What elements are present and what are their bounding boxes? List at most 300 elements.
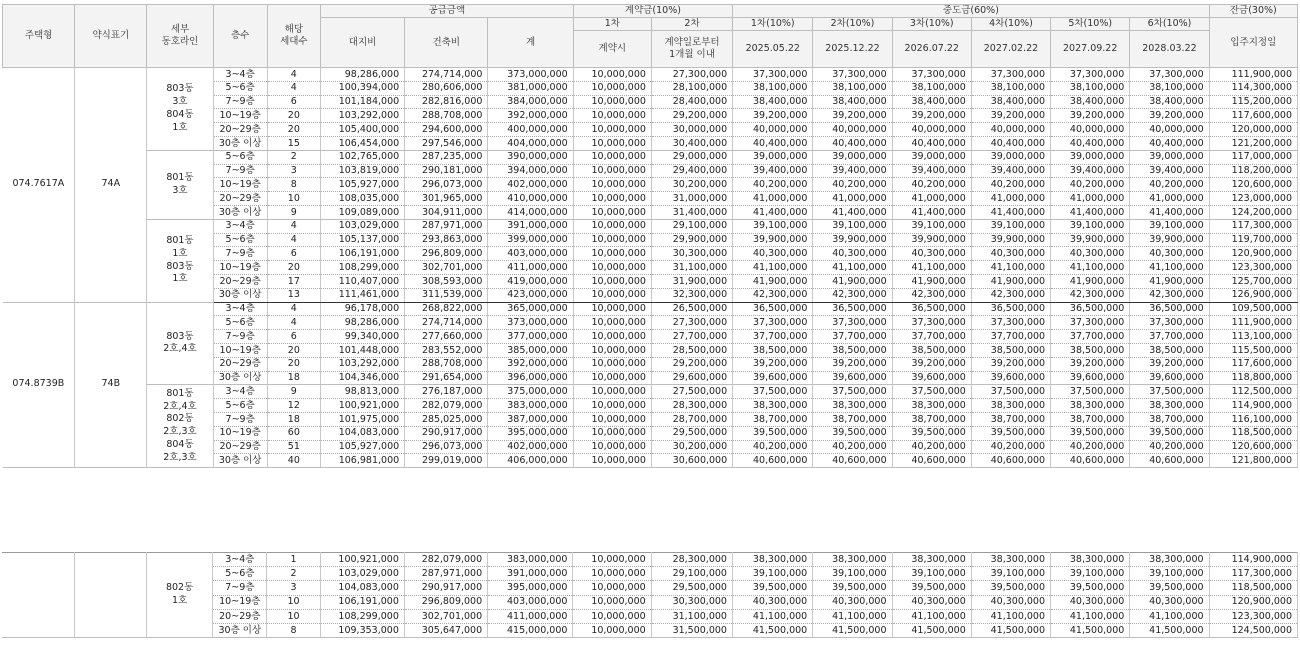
middle-4-cell: 38,500,000 — [971, 343, 1050, 357]
land-price-cell: 104,083,000 — [320, 426, 404, 440]
total-price-cell: 411,000,000 — [488, 261, 573, 275]
building-price-cell: 301,965,000 — [405, 192, 488, 206]
balance-cell: 123,300,000 — [1209, 609, 1297, 623]
building-price-cell: 296,073,000 — [405, 440, 488, 454]
middle-3-cell: 37,700,000 — [892, 330, 971, 344]
middle-4-cell: 40,300,000 — [971, 247, 1050, 261]
floor-cell: 30층 이상 — [213, 454, 267, 468]
balance-cell: 121,200,000 — [1209, 136, 1297, 150]
dong-line-cell: 803동 3호 804동 1호 — [147, 68, 213, 151]
land-price-cell: 104,083,000 — [320, 581, 404, 595]
middle-6-cell: 41,100,000 — [1130, 261, 1209, 275]
floor-cell: 30층 이상 — [213, 623, 267, 637]
units-cell: 20 — [267, 109, 320, 123]
middle-4-cell: 41,100,000 — [971, 261, 1050, 275]
middle-4-cell: 42,300,000 — [971, 288, 1050, 302]
middle-3-cell: 39,100,000 — [892, 567, 971, 581]
middle-2-cell: 38,500,000 — [813, 343, 892, 357]
land-price-cell: 108,299,000 — [320, 261, 404, 275]
floor-cell: 20~29층 — [213, 123, 267, 137]
deposit-2-cell: 28,400,000 — [651, 95, 732, 109]
units-cell: 20 — [267, 261, 320, 275]
middle-4-cell: 38,400,000 — [971, 95, 1050, 109]
middle-5-cell: 40,400,000 — [1051, 136, 1130, 150]
floor-cell: 20~29층 — [213, 357, 267, 371]
middle-3-cell: 38,700,000 — [892, 412, 971, 426]
middle-4-cell: 41,000,000 — [971, 192, 1050, 206]
middle-5-cell: 39,900,000 — [1051, 233, 1130, 247]
middle-3-cell: 39,900,000 — [892, 233, 971, 247]
middle-3-cell: 39,200,000 — [892, 109, 971, 123]
total-price-cell: 399,000,000 — [488, 233, 573, 247]
middle-6-cell: 40,200,000 — [1130, 440, 1209, 454]
deposit-1-cell: 10,000,000 — [573, 81, 651, 95]
middle-2-cell: 38,400,000 — [813, 95, 892, 109]
middle-2-cell: 39,900,000 — [813, 233, 892, 247]
land-price-cell: 101,448,000 — [320, 343, 404, 357]
building-price-cell: 285,025,000 — [405, 412, 488, 426]
units-cell: 2 — [267, 150, 320, 164]
middle-1-cell: 40,300,000 — [732, 595, 812, 609]
deposit-1-cell: 10,000,000 — [573, 192, 651, 206]
units-cell: 4 — [267, 81, 320, 95]
units-cell: 9 — [267, 205, 320, 219]
building-price-cell: 290,917,000 — [405, 426, 488, 440]
balance-cell: 120,900,000 — [1209, 595, 1297, 609]
dong-line-cell: 801동 1호 803동 1호 — [147, 219, 213, 302]
middle-5-cell: 37,700,000 — [1051, 330, 1130, 344]
deposit-1-cell: 10,000,000 — [573, 288, 651, 302]
deposit-2-cell: 28,300,000 — [651, 553, 732, 567]
middle-2-cell: 40,300,000 — [813, 595, 892, 609]
middle-6-cell: 39,600,000 — [1130, 371, 1209, 385]
building-price-cell: 296,809,000 — [405, 247, 488, 261]
deposit-1-cell: 10,000,000 — [573, 371, 651, 385]
balance-cell: 118,500,000 — [1209, 426, 1297, 440]
price-table — [2, 4, 1298, 468]
middle-4-cell: 40,400,000 — [971, 136, 1050, 150]
floor-cell: 3~4층 — [213, 302, 267, 316]
middle-4-cell: 38,100,000 — [971, 81, 1050, 95]
total-price-cell: 423,000,000 — [488, 288, 573, 302]
deposit-2-cell: 29,200,000 — [651, 357, 732, 371]
total-price-cell: 384,000,000 — [488, 95, 573, 109]
deposit-1-cell: 10,000,000 — [573, 123, 651, 137]
middle-3-cell: 38,400,000 — [892, 95, 971, 109]
building-price-cell: 304,911,000 — [405, 205, 488, 219]
deposit-2-cell: 30,300,000 — [651, 247, 732, 261]
middle-5-cell: 37,300,000 — [1051, 316, 1130, 330]
deposit-2-cell: 30,300,000 — [651, 595, 732, 609]
short-label-cell: 74A — [75, 68, 147, 303]
land-price-cell: 98,813,000 — [320, 385, 404, 399]
header-short-label: 약식표기 — [75, 5, 147, 68]
header-middle-4: 4차(10%) — [971, 18, 1050, 31]
balance-cell: 118,200,000 — [1209, 164, 1297, 178]
units-cell: 40 — [267, 454, 320, 468]
balance-cell: 115,500,000 — [1209, 343, 1297, 357]
land-price-cell: 101,184,000 — [320, 95, 404, 109]
middle-5-cell: 41,500,000 — [1051, 623, 1130, 637]
deposit-1-cell: 10,000,000 — [573, 164, 651, 178]
building-price-cell: 280,606,000 — [405, 81, 488, 95]
header-middle-date-2: 2025.12.22 — [813, 31, 892, 68]
building-price-cell: 305,647,000 — [404, 623, 487, 637]
land-price-cell: 100,394,000 — [320, 81, 404, 95]
middle-6-cell: 40,600,000 — [1130, 454, 1209, 468]
deposit-2-cell: 31,500,000 — [651, 623, 732, 637]
middle-3-cell: 38,500,000 — [892, 343, 971, 357]
units-cell: 15 — [267, 136, 320, 150]
middle-3-cell: 41,500,000 — [892, 623, 971, 637]
floor-cell: 7~9층 — [213, 581, 267, 595]
building-price-cell: 282,079,000 — [404, 553, 487, 567]
land-price-cell: 110,407,000 — [320, 274, 404, 288]
units-cell: 9 — [267, 385, 320, 399]
middle-5-cell: 39,000,000 — [1051, 150, 1130, 164]
middle-5-cell: 39,100,000 — [1051, 567, 1130, 581]
units-cell: 12 — [267, 399, 320, 413]
floor-cell: 7~9층 — [213, 412, 267, 426]
building-price-cell: 288,708,000 — [405, 357, 488, 371]
table-row — [3, 150, 1298, 164]
deposit-2-cell: 30,200,000 — [651, 178, 732, 192]
middle-2-cell: 39,200,000 — [813, 357, 892, 371]
middle-5-cell: 40,200,000 — [1051, 440, 1130, 454]
building-price-cell: 302,701,000 — [405, 261, 488, 275]
balance-cell: 121,800,000 — [1209, 454, 1297, 468]
land-price-cell: 103,819,000 — [320, 164, 404, 178]
floor-cell: 10~19층 — [213, 261, 267, 275]
deposit-1-cell: 10,000,000 — [573, 330, 651, 344]
units-cell: 1 — [267, 553, 320, 567]
total-price-cell: 381,000,000 — [488, 81, 573, 95]
middle-5-cell: 38,300,000 — [1051, 399, 1130, 413]
balance-cell: 114,900,000 — [1209, 553, 1297, 567]
total-price-cell: 394,000,000 — [488, 164, 573, 178]
deposit-1-cell: 10,000,000 — [573, 426, 651, 440]
header-floor: 층수 — [213, 5, 267, 68]
deposit-1-cell: 10,000,000 — [573, 233, 651, 247]
balance-cell: 116,100,000 — [1209, 412, 1297, 426]
middle-1-cell: 39,000,000 — [733, 150, 813, 164]
total-price-cell: 403,000,000 — [488, 247, 573, 261]
middle-6-cell: 40,200,000 — [1130, 178, 1209, 192]
deposit-2-cell: 32,300,000 — [651, 288, 732, 302]
balance-cell: 114,300,000 — [1209, 81, 1297, 95]
middle-5-cell: 36,500,000 — [1051, 302, 1130, 316]
middle-6-cell: 41,900,000 — [1130, 274, 1209, 288]
middle-3-cell: 38,300,000 — [892, 399, 971, 413]
middle-6-cell: 38,300,000 — [1130, 399, 1209, 413]
units-cell: 4 — [267, 302, 320, 316]
middle-1-cell: 38,100,000 — [733, 81, 813, 95]
deposit-1-cell: 10,000,000 — [573, 581, 651, 595]
middle-6-cell: 39,000,000 — [1130, 150, 1209, 164]
middle-4-cell: 39,500,000 — [971, 581, 1050, 595]
middle-6-cell: 38,400,000 — [1130, 95, 1209, 109]
middle-2-cell: 39,400,000 — [813, 164, 892, 178]
middle-6-cell: 38,300,000 — [1130, 553, 1209, 567]
middle-6-cell: 41,400,000 — [1130, 205, 1209, 219]
middle-3-cell: 41,400,000 — [892, 205, 971, 219]
building-price-cell: 287,971,000 — [405, 219, 488, 233]
land-price-cell: 103,029,000 — [320, 219, 404, 233]
middle-4-cell: 39,400,000 — [971, 164, 1050, 178]
balance-cell: 114,900,000 — [1209, 399, 1297, 413]
land-price-cell: 103,292,000 — [320, 109, 404, 123]
deposit-1-cell: 10,000,000 — [573, 595, 651, 609]
land-price-cell: 109,353,000 — [320, 623, 404, 637]
units-cell: 17 — [267, 274, 320, 288]
units-cell: 3 — [267, 164, 320, 178]
land-price-cell: 98,286,000 — [320, 316, 404, 330]
middle-4-cell: 39,900,000 — [971, 233, 1050, 247]
deposit-2-cell: 27,300,000 — [651, 316, 732, 330]
building-price-cell: 294,600,000 — [405, 123, 488, 137]
middle-6-cell: 39,200,000 — [1130, 357, 1209, 371]
total-price-cell: 395,000,000 — [488, 426, 573, 440]
middle-1-cell: 39,500,000 — [733, 426, 813, 440]
land-price-cell: 106,191,000 — [320, 595, 404, 609]
floor-cell: 5~6층 — [213, 81, 267, 95]
middle-3-cell: 41,000,000 — [892, 192, 971, 206]
middle-3-cell: 40,300,000 — [892, 595, 971, 609]
floor-cell: 5~6층 — [213, 316, 267, 330]
units-cell: 8 — [267, 178, 320, 192]
total-price-cell: 385,000,000 — [488, 343, 573, 357]
middle-2-cell: 41,400,000 — [813, 205, 892, 219]
middle-2-cell: 37,700,000 — [813, 330, 892, 344]
middle-1-cell: 38,500,000 — [733, 343, 813, 357]
middle-5-cell: 39,500,000 — [1051, 426, 1130, 440]
middle-6-cell: 40,000,000 — [1130, 123, 1209, 137]
middle-4-cell: 41,900,000 — [971, 274, 1050, 288]
middle-5-cell: 39,200,000 — [1051, 357, 1130, 371]
middle-6-cell: 42,300,000 — [1130, 288, 1209, 302]
short-label-cell — [74, 553, 146, 638]
floor-cell: 30층 이상 — [213, 205, 267, 219]
dong-line-cell: 802동 1호 — [147, 553, 213, 638]
building-price-cell: 297,546,000 — [405, 136, 488, 150]
total-price-cell: 373,000,000 — [488, 316, 573, 330]
deposit-1-cell: 10,000,000 — [573, 68, 651, 82]
middle-6-cell: 40,300,000 — [1130, 247, 1209, 261]
total-price-cell: 411,000,000 — [488, 609, 573, 623]
land-price-cell: 105,927,000 — [320, 440, 404, 454]
deposit-1-cell: 10,000,000 — [573, 440, 651, 454]
middle-4-cell: 39,000,000 — [971, 150, 1050, 164]
header-dep1-when: 계약시 — [573, 31, 651, 68]
deposit-1-cell: 10,000,000 — [573, 205, 651, 219]
deposit-1-cell: 10,000,000 — [573, 136, 651, 150]
type-cell — [2, 553, 74, 638]
balance-cell: 123,300,000 — [1209, 261, 1297, 275]
floor-cell: 7~9층 — [213, 330, 267, 344]
middle-5-cell: 39,200,000 — [1051, 109, 1130, 123]
middle-1-cell: 39,100,000 — [733, 219, 813, 233]
middle-3-cell: 39,200,000 — [892, 357, 971, 371]
land-price-cell: 108,035,000 — [320, 192, 404, 206]
middle-4-cell: 41,500,000 — [971, 623, 1050, 637]
building-price-cell: 293,863,000 — [405, 233, 488, 247]
land-price-cell: 105,137,000 — [320, 233, 404, 247]
middle-2-cell: 41,000,000 — [813, 192, 892, 206]
header-middle-date-3: 2026.07.22 — [892, 31, 971, 68]
middle-3-cell: 41,100,000 — [892, 261, 971, 275]
middle-3-cell: 39,400,000 — [892, 164, 971, 178]
middle-6-cell: 37,300,000 — [1130, 316, 1209, 330]
deposit-2-cell: 29,200,000 — [651, 109, 732, 123]
middle-4-cell: 37,300,000 — [971, 68, 1050, 82]
middle-1-cell: 39,400,000 — [733, 164, 813, 178]
middle-2-cell: 41,900,000 — [813, 274, 892, 288]
units-cell: 4 — [267, 316, 320, 330]
building-price-cell: 274,714,000 — [405, 68, 488, 82]
floor-cell: 3~4층 — [213, 385, 267, 399]
balance-cell: 120,000,000 — [1209, 123, 1297, 137]
middle-2-cell: 39,200,000 — [813, 109, 892, 123]
deposit-1-cell: 10,000,000 — [573, 95, 651, 109]
middle-1-cell: 40,600,000 — [733, 454, 813, 468]
total-price-cell: 392,000,000 — [488, 109, 573, 123]
middle-2-cell: 40,200,000 — [813, 440, 892, 454]
table-row — [3, 68, 1298, 82]
floor-cell: 7~9층 — [213, 247, 267, 261]
table-row — [3, 302, 1298, 316]
middle-4-cell: 37,700,000 — [971, 330, 1050, 344]
land-price-cell: 103,292,000 — [320, 357, 404, 371]
middle-2-cell: 40,200,000 — [813, 178, 892, 192]
deposit-1-cell: 10,000,000 — [573, 247, 651, 261]
header-middle-5: 5차(10%) — [1051, 18, 1130, 31]
middle-4-cell: 41,400,000 — [971, 205, 1050, 219]
floor-cell: 5~6층 — [213, 567, 267, 581]
building-price-cell: 282,079,000 — [405, 399, 488, 413]
header-middle-date-5: 2027.09.22 — [1051, 31, 1130, 68]
building-price-cell: 283,552,000 — [405, 343, 488, 357]
middle-2-cell: 41,100,000 — [813, 261, 892, 275]
middle-1-cell: 40,400,000 — [733, 136, 813, 150]
middle-3-cell: 40,200,000 — [892, 178, 971, 192]
land-price-cell: 108,299,000 — [320, 609, 404, 623]
middle-2-cell: 42,300,000 — [813, 288, 892, 302]
balance-cell: 113,100,000 — [1209, 330, 1297, 344]
building-price-cell: 290,181,000 — [405, 164, 488, 178]
total-price-cell: 419,000,000 — [488, 274, 573, 288]
floor-cell: 30층 이상 — [213, 371, 267, 385]
deposit-1-cell: 10,000,000 — [573, 385, 651, 399]
middle-1-cell: 39,100,000 — [732, 567, 812, 581]
balance-cell: 117,600,000 — [1209, 109, 1297, 123]
middle-3-cell: 41,900,000 — [892, 274, 971, 288]
middle-1-cell: 36,500,000 — [733, 302, 813, 316]
deposit-2-cell: 29,500,000 — [651, 426, 732, 440]
total-price-cell: 396,000,000 — [488, 371, 573, 385]
middle-5-cell: 42,300,000 — [1051, 288, 1130, 302]
middle-5-cell: 41,400,000 — [1051, 205, 1130, 219]
building-price-cell: 296,809,000 — [404, 595, 487, 609]
units-cell: 6 — [267, 95, 320, 109]
middle-1-cell: 39,600,000 — [733, 371, 813, 385]
middle-5-cell: 40,200,000 — [1051, 178, 1130, 192]
middle-3-cell: 40,000,000 — [892, 123, 971, 137]
middle-1-cell: 40,300,000 — [733, 247, 813, 261]
total-price-cell: 373,000,000 — [488, 68, 573, 82]
balance-cell: 120,600,000 — [1209, 440, 1297, 454]
land-price-cell: 100,921,000 — [320, 399, 404, 413]
middle-1-cell: 38,700,000 — [733, 412, 813, 426]
total-price-cell: 403,000,000 — [488, 595, 573, 609]
middle-4-cell: 40,200,000 — [971, 178, 1050, 192]
deposit-2-cell: 31,000,000 — [651, 192, 732, 206]
middle-3-cell: 38,100,000 — [892, 81, 971, 95]
floor-cell: 10~19층 — [213, 595, 267, 609]
middle-4-cell: 41,100,000 — [971, 609, 1050, 623]
middle-1-cell: 42,300,000 — [733, 288, 813, 302]
balance-cell: 120,600,000 — [1209, 178, 1297, 192]
total-price-cell: 410,000,000 — [488, 192, 573, 206]
header-dong-line: 세부 동호라인 — [147, 5, 213, 68]
type-cell: 074.8739B — [3, 302, 75, 468]
deposit-1-cell: 10,000,000 — [573, 343, 651, 357]
deposit-2-cell: 30,600,000 — [651, 454, 732, 468]
middle-4-cell: 39,100,000 — [971, 219, 1050, 233]
building-price-cell: 287,971,000 — [404, 567, 487, 581]
middle-5-cell: 40,600,000 — [1051, 454, 1130, 468]
middle-4-cell: 38,300,000 — [971, 553, 1050, 567]
middle-1-cell: 39,900,000 — [733, 233, 813, 247]
deposit-1-cell: 10,000,000 — [573, 150, 651, 164]
floor-cell: 3~4층 — [213, 68, 267, 82]
deposit-2-cell: 29,600,000 — [651, 371, 732, 385]
type-cell: 074.7617A — [3, 68, 75, 303]
short-label-cell: 74B — [75, 302, 147, 468]
middle-1-cell: 38,300,000 — [733, 399, 813, 413]
middle-2-cell: 40,300,000 — [813, 247, 892, 261]
deposit-2-cell: 28,100,000 — [651, 81, 732, 95]
middle-5-cell: 41,000,000 — [1051, 192, 1130, 206]
floor-cell: 5~6층 — [213, 150, 267, 164]
building-price-cell: 302,701,000 — [404, 609, 487, 623]
middle-2-cell: 36,500,000 — [813, 302, 892, 316]
units-cell: 10 — [267, 595, 320, 609]
middle-5-cell: 40,300,000 — [1051, 247, 1130, 261]
middle-1-cell: 37,700,000 — [733, 330, 813, 344]
balance-cell: 117,300,000 — [1209, 219, 1297, 233]
deposit-2-cell: 29,100,000 — [651, 567, 732, 581]
land-price-cell: 104,346,000 — [320, 371, 404, 385]
header-middle-6: 6차(10%) — [1130, 18, 1209, 31]
middle-6-cell: 39,100,000 — [1130, 219, 1209, 233]
deposit-1-cell: 10,000,000 — [573, 454, 651, 468]
deposit-2-cell: 28,500,000 — [651, 343, 732, 357]
middle-2-cell: 38,100,000 — [813, 81, 892, 95]
middle-3-cell: 37,500,000 — [892, 385, 971, 399]
header-supply-price: 공급금액 — [320, 5, 573, 18]
middle-3-cell: 39,500,000 — [892, 426, 971, 440]
deposit-2-cell: 29,900,000 — [651, 233, 732, 247]
building-price-cell: 287,235,000 — [405, 150, 488, 164]
middle-6-cell: 38,500,000 — [1130, 343, 1209, 357]
header-middle: 중도금(60%) — [733, 5, 1209, 18]
header-middle-date-1: 2025.05.22 — [733, 31, 813, 68]
units-cell: 4 — [267, 219, 320, 233]
header-middle-1: 1차(10%) — [733, 18, 813, 31]
land-price-cell: 101,975,000 — [320, 412, 404, 426]
middle-2-cell: 37,500,000 — [813, 385, 892, 399]
total-price-cell: 402,000,000 — [488, 178, 573, 192]
